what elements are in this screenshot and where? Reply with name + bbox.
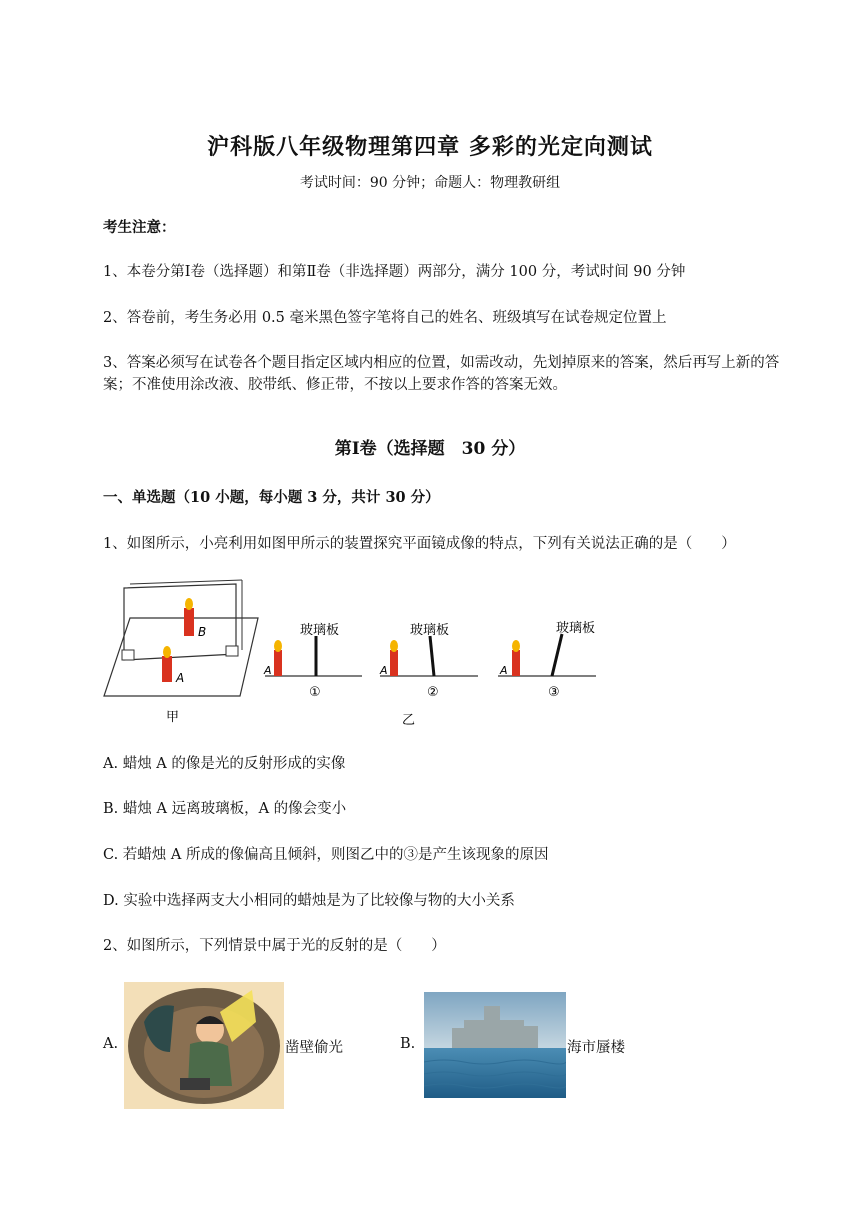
label-a: A (176, 671, 185, 685)
q2-option-b-text: 海市蜃楼 (567, 1040, 625, 1056)
fig-num: ① (309, 685, 321, 700)
notice-item: 1、本卷分第Ⅰ卷（选择题）和第Ⅱ卷（非选择题）两部分，满分 100 分，考试时间 90 分钟 (103, 264, 686, 280)
q1-option-a: A. 蜡烛 A 的像是光的反射形成的实像 (103, 756, 346, 772)
flame-b (185, 598, 193, 610)
section-title: 第Ⅰ卷（选择题 30 分） (334, 439, 526, 459)
label-b: B (198, 625, 207, 639)
part-heading: 一、单选题（10 小题，每小题 3 分，共计 30 分） (103, 489, 440, 506)
flame-a (163, 646, 171, 658)
stand-left (122, 650, 134, 660)
label-jia: 甲 (166, 710, 180, 725)
stand-right (226, 646, 238, 656)
q1-option-b: B. 蜡烛 A 远离玻璃板，A 的像会变小 (103, 801, 347, 817)
q1-option-c: C. 若蜡烛 A 所成的像偏高且倾斜，则图乙中的③是产生该现象的原因 (103, 847, 549, 863)
question-2-stem: 2、如图所示，下列情景中属于光的反射的是（ ） (103, 938, 446, 954)
q2-option-a-text: 凿壁偷光 (285, 1040, 343, 1056)
question-1-stem: 1、如图所示，小亮利用如图甲所示的装置探究平面镜成像的特点，下列有关说法正确的是（ ） (103, 536, 736, 552)
glass-label: 玻璃板 (300, 623, 340, 638)
candle-a (162, 656, 172, 682)
glass-plate (124, 584, 236, 660)
fig-num: ② (427, 685, 439, 700)
notice-item: 3、答案必须写在试卷各个题目指定区域内相应的位置，如需改动，先划掉原来的答案，然后再写上新的答案；不准使用涂改液、胶带纸、修正带，不按以上要求作答的答案无效。 (103, 355, 780, 393)
svg-text:A: A (264, 664, 272, 677)
notice-heading: 考生注意： (103, 219, 176, 236)
notice-item: 2、答卷前，考生务必用 0.5 毫米黑色签字笔将自己的姓名、班级填写在试卷规定位置上 (103, 310, 667, 326)
svg-text:A: A (380, 664, 388, 677)
page-title: 沪科版八年级物理第四章 多彩的光定向测试 (207, 134, 653, 160)
glass-edge (130, 580, 242, 584)
q1-option-d: D. 实验中选择两支大小相同的蜡烛是为了比较像与物的大小关系 (103, 893, 515, 909)
glass-label: 玻璃板 (410, 623, 450, 638)
q2-option-b-letter: B. (400, 1036, 416, 1052)
fig-num: ③ (548, 685, 560, 700)
q1-figure (100, 578, 610, 730)
mirage-image (424, 992, 566, 1098)
q2-option-a-letter: A. (103, 1036, 119, 1052)
wall-light-image (124, 982, 284, 1109)
candle-b (184, 608, 194, 636)
label-yi: 乙 (402, 713, 416, 728)
exam-subtitle: 考试时间：90 分钟；命题人：物理教研组 (299, 175, 561, 191)
svg-text:A: A (500, 664, 508, 677)
glass-label: 玻璃板 (556, 621, 596, 636)
